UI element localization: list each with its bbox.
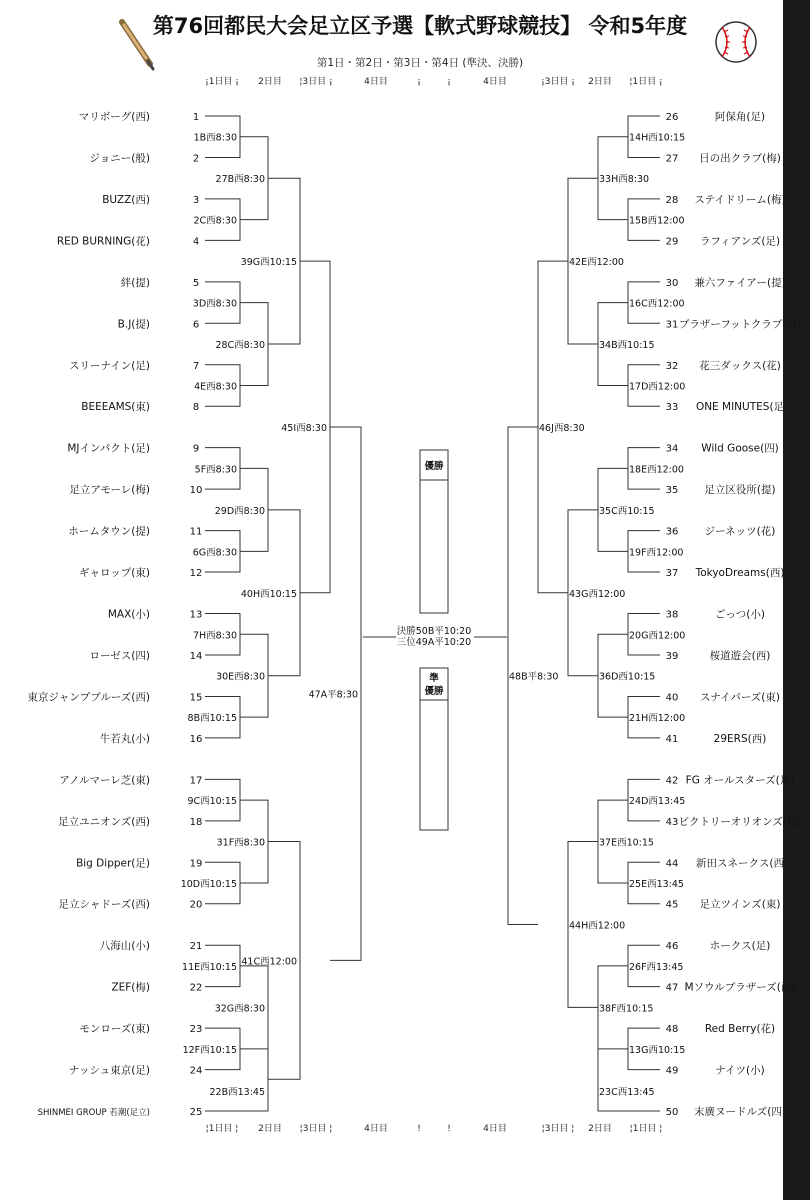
right-r1-match: 19F西12:00 — [629, 547, 684, 559]
left-r2-match: 22B西13:45 — [209, 1087, 265, 1099]
left-team-number: 1 — [192, 112, 200, 123]
left-r4-match: 45I西8:30 — [281, 422, 327, 434]
left-r1-match: 3D西8:30 — [192, 298, 237, 310]
right-team-name: 阿保角(足) — [714, 111, 766, 123]
right-r2-match: 38F西10:15 — [599, 1003, 654, 1015]
day-header-top-5: ¡ — [447, 77, 451, 87]
left-r1-match: 4E西8:30 — [194, 381, 237, 393]
left-r2-match: 27B西8:30 — [215, 174, 265, 186]
left-team-number: 2 — [192, 153, 200, 165]
right-team-name: ラフィアンズ(足) — [699, 235, 781, 248]
day-header-bottom-5: ! — [447, 1124, 451, 1134]
day-header-top-3: 4日目 — [364, 77, 388, 87]
left-team-number: 5 — [192, 277, 200, 289]
day-header-top-0: ¡1日目 ¡ — [205, 77, 239, 87]
day-header-bottom-8: 2日目 — [588, 1124, 612, 1134]
left-team-number: 19 — [189, 858, 203, 870]
left-team-number: 11 — [189, 526, 203, 538]
left-r2-match: 30E西8:30 — [216, 671, 265, 683]
right-r1-match: 26F西13:45 — [629, 961, 684, 973]
left-r3-match: 41C西12:00 — [241, 956, 297, 968]
left-team-name: 足立シャドーズ(西) — [58, 898, 150, 911]
right-team-name: Mソウルブラザーズ(西) — [684, 981, 796, 994]
left-team-number: 8 — [192, 402, 200, 414]
right-r1-match: 13G西10:15 — [629, 1044, 686, 1056]
left-team-name: MAX(小) — [107, 608, 150, 621]
left-team-name: 絆(提) — [120, 276, 150, 289]
left-r2-match: 28C西8:30 — [215, 340, 265, 352]
day-header-top-8: 2日目 — [588, 77, 612, 87]
right-team-name: 花三ダックス(花) — [699, 359, 781, 372]
day-header-bottom-9: ¦1日目 ¦ — [629, 1124, 663, 1134]
right-team-name: 兼六ファイアー(提) — [694, 276, 786, 289]
day-header-top-2: ¦3日目 ¡ — [299, 77, 333, 87]
right-team-number: 27 — [665, 153, 679, 165]
runner-up-label-2: 優勝 — [424, 686, 444, 697]
right-team-number: 34 — [665, 443, 679, 455]
right-r2-match: 37E西10:15 — [599, 837, 654, 849]
third-place-match: 三位49A平10:20 — [396, 637, 472, 648]
right-team-number: 49 — [665, 1065, 679, 1077]
left-team-name: アノルマーレ芝(東) — [59, 774, 150, 787]
baseball-icon — [716, 22, 756, 62]
left-r2-match: 31F西8:30 — [216, 837, 265, 849]
left-team-number: 10 — [189, 485, 203, 497]
left-team-number: 22 — [189, 982, 203, 994]
right-team-name: ステイドリーム(梅) — [694, 193, 786, 206]
day-header-bottom-3: 4日目 — [364, 1124, 388, 1134]
left-team-number: 13 — [189, 609, 203, 621]
left-team-number: 3 — [192, 194, 200, 206]
right-r3-match: 42E西12:00 — [569, 257, 624, 269]
right-r3-match: 43G西12:00 — [569, 588, 626, 600]
left-r1-match: 12F西10:15 — [182, 1044, 237, 1056]
right-team-number: 37 — [665, 568, 679, 580]
right-team-name: 足立ツインズ(東) — [699, 898, 781, 911]
left-team-name: 八海山(小) — [99, 940, 150, 953]
day-header-bottom-4: ! — [417, 1124, 421, 1134]
left-r4-match: 47A平8:30 — [308, 689, 358, 701]
left-team-name: スリーナイン(足) — [69, 359, 150, 372]
left-team-name: 東京ジャンプブルーズ(西) — [27, 691, 150, 704]
left-team-name: BEEEAMS(東) — [81, 401, 150, 414]
right-r2-match: 33H西8:30 — [599, 174, 650, 186]
right-team-number: 42 — [665, 775, 679, 787]
left-team-name: Big Dipper(足) — [76, 857, 150, 870]
final-match: 決勝50B平10:20 — [396, 626, 472, 637]
right-team-number: 35 — [665, 485, 679, 497]
right-r4-match: 48B平8:30 — [509, 671, 559, 683]
day-header-bottom-2: ¦3日目 ¦ — [299, 1124, 333, 1134]
right-team-number: 36 — [665, 526, 679, 538]
left-r3-match: 39G西10:15 — [240, 257, 297, 269]
day-header-bottom — [206, 1123, 663, 1134]
left-team-number: 25 — [189, 1107, 203, 1119]
left-team-name: B.J(提) — [117, 318, 150, 331]
left-team-name: ZEF(梅) — [111, 981, 150, 994]
left-r1-match: 2C西8:30 — [193, 215, 237, 227]
left-r1-match: 11E西10:15 — [182, 961, 237, 973]
left-r1-match: 5F西8:30 — [194, 464, 237, 476]
right-team-number: 43 — [665, 816, 679, 828]
right-r1-match: 25E西13:45 — [629, 879, 684, 891]
bracket-line-38 — [598, 1049, 660, 1111]
left-team-name: ナッシュ東京(足) — [68, 1064, 150, 1077]
right-team-number: 46 — [665, 941, 679, 953]
right-team-name: 新田スネークス(西 — [696, 857, 784, 870]
right-r1-match: 24D西13:45 — [629, 796, 686, 808]
left-r3-match: 40H西10:15 — [240, 588, 297, 600]
right-team-name: 日の出クラブ(梅) — [699, 152, 781, 165]
right-team-name: ONE MINUTES(足 — [695, 401, 785, 414]
right-team-number: 41 — [665, 733, 679, 745]
right-team-name: FG オールスターズ(足) — [685, 774, 795, 787]
runner-up-label-1: 準 — [429, 673, 439, 684]
left-team-number: 4 — [192, 236, 200, 248]
left-team-number: 14 — [189, 650, 203, 662]
right-team-name: Wild Goose(四) — [701, 442, 779, 455]
left-team-number: 18 — [189, 816, 203, 828]
day-header-bottom-6: 4日目 — [483, 1124, 507, 1134]
right-team-number: 30 — [665, 277, 679, 289]
right-r1-match: 23C西13:45 — [599, 1087, 655, 1099]
right-team-number: 40 — [665, 692, 679, 704]
left-team-name: SHINMEI GROUP 若潮(足立) — [37, 1108, 150, 1119]
right-team-name: 桜道遊会(西) — [709, 649, 771, 662]
left-team-number: 23 — [189, 1024, 203, 1036]
day-header-bottom-0: ¦1日目 ¦ — [205, 1124, 239, 1134]
left-r1-match: 8B西10:15 — [187, 713, 237, 725]
right-r3-match: 44H西12:00 — [569, 920, 626, 932]
day-header-top-7: ¡3日目 ¡ — [541, 77, 575, 87]
left-team-name: BUZZ(西) — [102, 193, 150, 206]
day-header-top-4: ¡ — [417, 77, 421, 87]
left-team-name: マリボーグ(西) — [78, 111, 150, 123]
left-team-number: 6 — [192, 319, 200, 331]
left-team-number: 17 — [189, 775, 203, 787]
bat-icon — [122, 22, 153, 69]
right-r2-match: 34B西10:15 — [599, 340, 655, 352]
right-r1-match: 16C西12:00 — [629, 298, 685, 310]
right-team-name: ごっつ(小) — [715, 608, 765, 621]
left-r1-match: 1B西8:30 — [193, 132, 237, 144]
right-team-number: 48 — [665, 1024, 679, 1036]
left-r2-match: 29D西8:30 — [214, 505, 265, 517]
day-header-top-9: ¦1日目 ¡ — [629, 77, 663, 87]
right-r4-match: 46J西8:30 — [539, 422, 585, 434]
right-r2-match: 36D西10:15 — [599, 671, 656, 683]
left-team-number: 24 — [189, 1065, 203, 1077]
left-team-name: ギャロップ(東) — [79, 567, 150, 580]
right-team-number: 31 — [665, 319, 679, 331]
right-team-number: 39 — [665, 650, 679, 662]
right-team-number: 26 — [665, 112, 679, 123]
right-r1-match: 15B西12:00 — [629, 215, 685, 227]
right-r1-match: 14H西10:15 — [629, 132, 686, 144]
right-team-number: 44 — [665, 858, 679, 870]
right-team-number: 38 — [665, 609, 679, 621]
right-team-name: 末廣ヌードルズ(四) — [694, 1106, 786, 1119]
page-subtitle: 第1日・第2日・第3日・第4日 (準決、決勝) — [316, 57, 524, 69]
left-team-name: ジョニー(般) — [89, 152, 150, 165]
right-r1-match: 21H西12:00 — [629, 713, 686, 725]
left-team-number: 7 — [192, 360, 200, 372]
left-r1-match: 10D西10:15 — [180, 879, 237, 891]
page-title: 第76回都民大会足立区予選【軟式野球競技】 令和5年度 — [152, 14, 688, 38]
right-team-number: 32 — [665, 360, 679, 372]
right-team-number: 29 — [665, 236, 679, 248]
runner-up-box — [420, 668, 448, 830]
left-team-name: ローゼス(四) — [89, 649, 150, 662]
left-team-name: モンローズ(東) — [79, 1023, 150, 1036]
champion-box — [420, 450, 448, 613]
left-team-name: MJインパクト(足) — [67, 442, 150, 455]
left-team-name: ホームタウン(提) — [68, 525, 150, 538]
left-team-number: 12 — [189, 568, 203, 580]
day-header-top-6: 4日目 — [483, 77, 507, 87]
right-team-name: スナイパーズ(東) — [699, 691, 781, 704]
left-r1-match: 7H西8:30 — [192, 630, 237, 642]
right-team-name: ジーネッツ(花) — [704, 525, 776, 538]
right-team-number: 50 — [665, 1107, 679, 1119]
right-r1-match: 20G西12:00 — [629, 630, 686, 642]
right-r1-match: 17D西12:00 — [629, 381, 686, 393]
right-r2-match: 35C西10:15 — [599, 505, 655, 517]
right-team-name: 29ERS(西) — [713, 732, 767, 745]
right-team-name: TokyoDreams(西) — [695, 567, 785, 580]
right-team-name: ナイツ(小) — [715, 1064, 765, 1077]
left-team-number: 20 — [189, 899, 203, 911]
left-team-number: 9 — [192, 443, 200, 455]
left-r1-match: 9C西10:15 — [187, 796, 237, 808]
left-team-number: 15 — [189, 692, 203, 704]
right-team-number: 45 — [665, 899, 679, 911]
right-team-name: Red Berry(花) — [704, 1023, 776, 1036]
right-team-number: 33 — [665, 402, 679, 414]
left-r2-match: 32G西8:30 — [214, 1003, 265, 1015]
left-team-name: 足立ユニオンズ(西) — [58, 815, 150, 828]
day-header-top — [205, 76, 663, 87]
day-header-bottom-7: ¦3日目 ¦ — [541, 1124, 575, 1134]
right-team-name: ビクトリーオリオンズ(梅) — [678, 815, 802, 828]
right-team-name: ブラザーフットクラブ(梅) — [678, 318, 802, 331]
right-r1-match: 18E西12:00 — [629, 464, 684, 476]
bracket-labels — [27, 110, 801, 1118]
left-team-name: 牛若丸(小) — [99, 732, 150, 745]
day-header-top-1: 2日目 — [258, 77, 282, 87]
right-team-number: 28 — [665, 194, 679, 206]
day-header-bottom-1: 2日目 — [258, 1124, 282, 1134]
right-team-number: 47 — [665, 982, 679, 994]
right-team-name: ホークス(足) — [709, 940, 771, 953]
left-team-number: 21 — [189, 941, 203, 953]
left-team-number: 16 — [189, 733, 203, 745]
left-team-name: 足立アモーレ(梅) — [69, 484, 150, 497]
left-team-name: RED BURNING(花) — [56, 235, 150, 248]
champion-label: 優勝 — [424, 461, 444, 472]
left-r1-match: 6G西8:30 — [192, 547, 237, 559]
right-team-name: 足立区役所(提) — [704, 484, 776, 497]
